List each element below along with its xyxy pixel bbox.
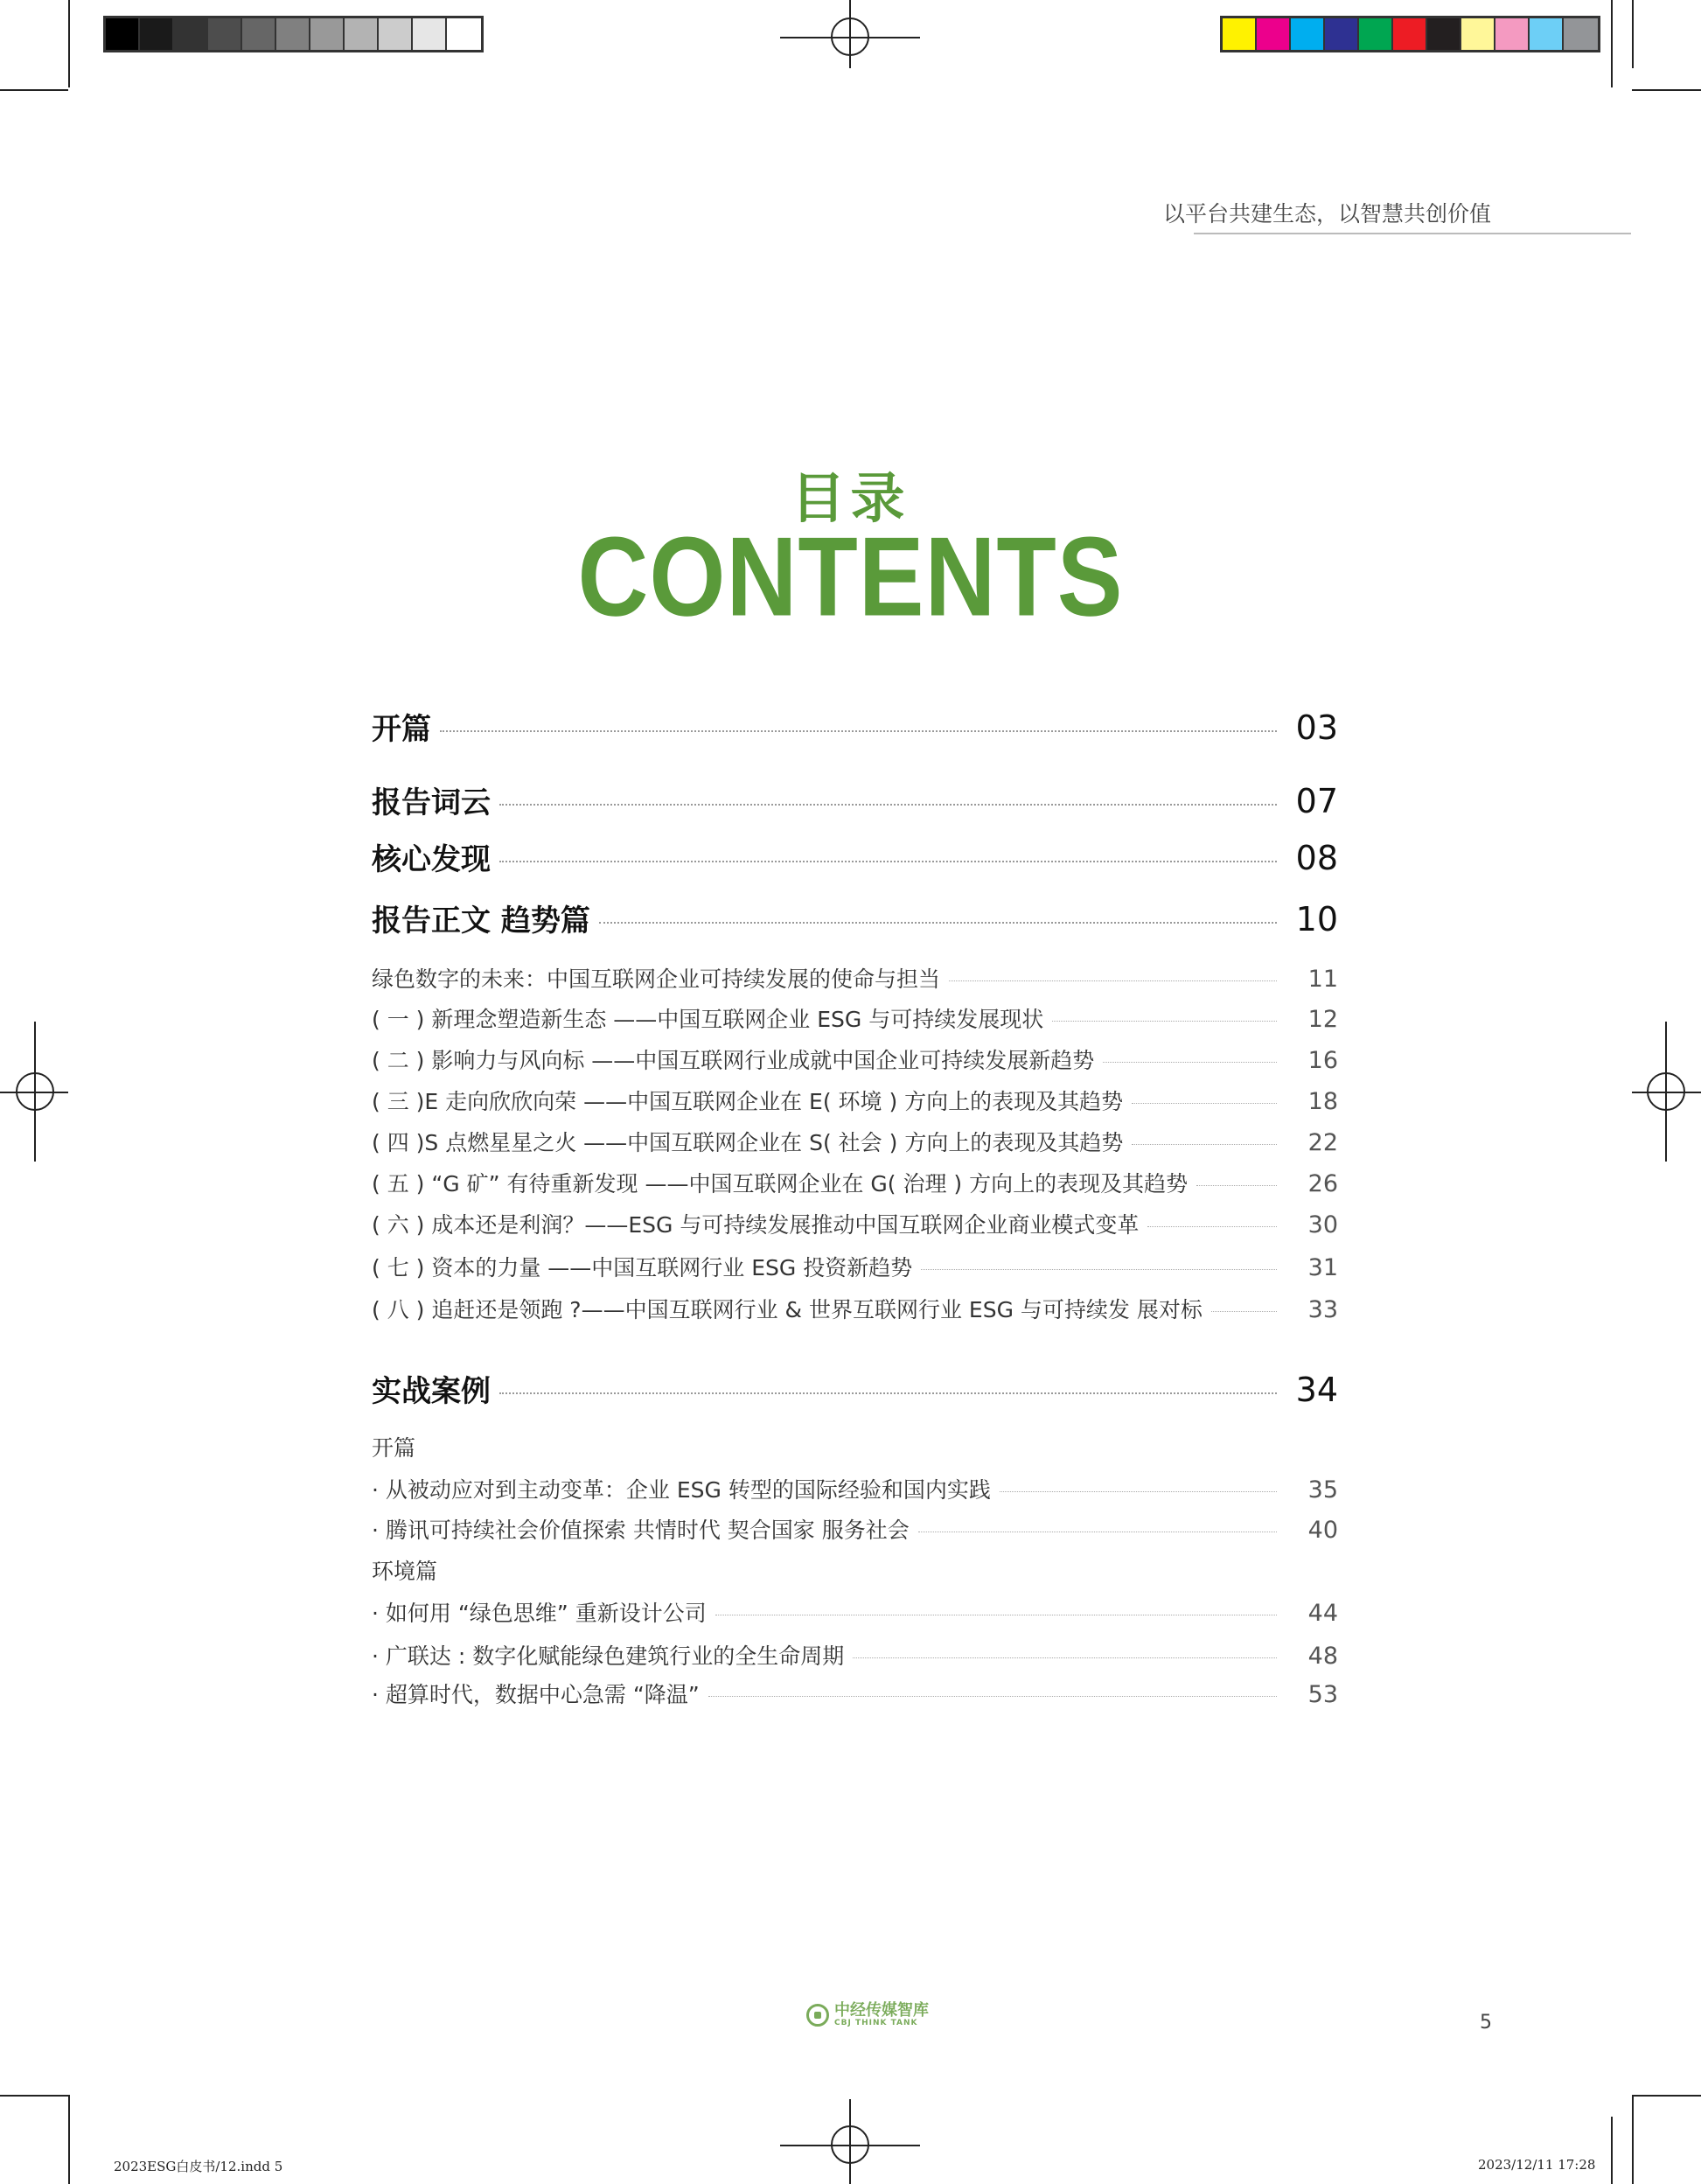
color-swatch — [1530, 18, 1564, 50]
toc-page-number: 26 — [1307, 1170, 1338, 1197]
toc-entry-title: 报告词云 — [372, 785, 491, 820]
toc-leader — [499, 861, 1277, 862]
toc-leader — [1132, 1144, 1277, 1145]
toc-entry-title: ( 六 ) 成本还是利润？——ESG 与可持续发展推动中国互联网企业商业模式变革 — [372, 1212, 1140, 1238]
crop-mark — [849, 0, 851, 68]
toc-entry-title: · 超算时代，数据中心急需 “降温” — [372, 1682, 700, 1707]
think-tank-logo-icon — [806, 2004, 829, 2027]
toc-entry-title: ( 二 ) 影响力与风向标 ——中国互联网行业成就中国企业可持续发展新趋势 — [372, 1048, 1095, 1073]
color-swatch — [242, 18, 276, 50]
color-swatch — [276, 18, 310, 50]
toc-leader — [1000, 1491, 1277, 1492]
toc-subentry[interactable] — [372, 1085, 1338, 1116]
toc-entry-title: 实战案例 — [372, 1374, 491, 1409]
toc-leader — [599, 922, 1277, 924]
color-swatch — [106, 18, 140, 50]
slug-file-info: 2023ESG白皮书/12.indd 5 — [114, 2159, 283, 2174]
toc-entry-title: · 广联达 : 数字化赋能绿色建筑行业的全生命周期 — [372, 1643, 845, 1669]
color-swatch — [1257, 18, 1291, 50]
crop-mark — [1632, 0, 1634, 68]
toc-subentry[interactable] — [372, 1678, 1338, 1709]
toc-leader — [949, 980, 1277, 981]
toc-entry-cases[interactable] — [372, 1367, 1338, 1410]
toc-page-number: 08 — [1295, 839, 1338, 877]
toc-leader — [1103, 1062, 1277, 1063]
toc-subentry[interactable] — [372, 1251, 1338, 1282]
header-rule — [1194, 233, 1631, 234]
toc-entry-title: 核心发现 — [372, 842, 491, 877]
crop-mark — [1632, 2095, 1634, 2184]
toc-entry-title: · 腾讯可持续社会价值探索 共情时代 契合国家 服务社会 — [372, 1518, 910, 1543]
toc-page-number: 22 — [1307, 1129, 1338, 1156]
color-swatch — [1461, 18, 1495, 50]
toc-entry-title: ( 四 )S 点燃星星之火 ——中国互联网企业在 S( 社会 ) 方向上的表现及其趋势 — [372, 1130, 1124, 1155]
toc-subentry[interactable] — [372, 1513, 1338, 1545]
color-swatch — [140, 18, 174, 50]
toc-page-number: 16 — [1307, 1047, 1338, 1074]
toc-leader — [1147, 1226, 1277, 1227]
grayscale-color-bar — [103, 16, 484, 52]
crop-mark — [1665, 1022, 1667, 1162]
toc-page-number: 31 — [1307, 1254, 1338, 1281]
toc-leader — [1052, 1021, 1277, 1022]
toc-entry-title: 报告正文 趋势篇 — [372, 904, 590, 938]
color-swatch — [345, 18, 379, 50]
toc-page-number: 35 — [1307, 1476, 1338, 1504]
toc-subentry[interactable] — [372, 962, 1338, 994]
toc-subentry[interactable] — [372, 1293, 1338, 1324]
toc-entry-opening[interactable] — [372, 705, 1338, 748]
color-swatch — [1325, 18, 1359, 50]
toc-page-number: 53 — [1307, 1681, 1338, 1708]
toc-subentry[interactable] — [372, 1002, 1338, 1034]
crop-mark — [1632, 2095, 1701, 2097]
color-swatch — [174, 18, 208, 50]
color-swatch — [1427, 18, 1461, 50]
toc-page-number: 40 — [1307, 1517, 1338, 1544]
toc-leader — [1196, 1185, 1277, 1186]
crop-mark — [0, 2095, 68, 2097]
toc-entry-title: ( 七 ) 资本的力量 ——中国互联网行业 ESG 投资新趋势 — [372, 1255, 913, 1280]
color-swatch — [379, 18, 413, 50]
toc-entry-title: ( 三 )E 走向欣欣向荣 ——中国互联网企业在 E( 环境 ) 方向上的表现及其趋势 — [372, 1089, 1124, 1114]
color-swatch — [208, 18, 242, 50]
toc-page-number: 11 — [1307, 966, 1338, 993]
toc-page-number: 44 — [1307, 1600, 1338, 1627]
toc-leader — [1211, 1311, 1277, 1312]
crop-mark — [68, 2095, 70, 2184]
toc-page-number: 34 — [1295, 1371, 1338, 1409]
toc-subentry[interactable] — [372, 1639, 1338, 1671]
color-swatch — [1495, 18, 1530, 50]
toc-page-number: 30 — [1307, 1211, 1338, 1239]
color-swatch — [1564, 18, 1598, 50]
crop-mark — [1611, 0, 1613, 87]
footer-logo-en: CBJ THINK TANK — [834, 2019, 918, 2027]
page-title-en: CONTENTS — [577, 513, 1124, 640]
footer-logo-cn: 中经传媒智库 — [834, 2001, 929, 2020]
toc-page-number: 10 — [1295, 900, 1338, 938]
toc-leader — [1132, 1103, 1277, 1104]
crop-mark — [34, 1022, 36, 1162]
toc-leader — [921, 1269, 1277, 1270]
toc-subentry[interactable] — [372, 1473, 1338, 1504]
slug-date-info: 2023/12/11 17:28 — [1478, 2157, 1596, 2173]
toc-leader — [499, 1392, 1277, 1394]
toc-leader — [853, 1657, 1277, 1658]
toc-subentry[interactable] — [372, 1208, 1338, 1239]
color-swatch — [310, 18, 345, 50]
toc-entry-core-findings[interactable] — [372, 835, 1338, 878]
crop-mark — [849, 2099, 851, 2184]
process-color-bar — [1220, 16, 1600, 52]
toc-subentry[interactable] — [372, 1167, 1338, 1198]
footer-logo — [806, 2003, 929, 2027]
crop-mark — [1611, 2117, 1613, 2184]
crop-mark — [68, 0, 70, 87]
toc-leader — [708, 1696, 1277, 1697]
toc-subentry[interactable] — [372, 1126, 1338, 1157]
color-swatch — [1393, 18, 1427, 50]
crop-mark — [0, 89, 68, 91]
toc-leader — [499, 804, 1277, 806]
page-number: 5 — [1480, 2012, 1492, 2034]
toc-entry-title: ( 一 ) 新理念塑造新生态 ——中国互联网企业 ESG 与可持续发展现状 — [372, 1007, 1044, 1032]
toc-entry-title: 绿色数字的未来：中国互联网企业可持续发展的使命与担当 — [372, 966, 941, 992]
toc-subentry[interactable] — [372, 1043, 1338, 1075]
color-swatch — [447, 18, 481, 50]
toc-page-number: 33 — [1307, 1296, 1338, 1323]
page-title-cn: 目录 — [791, 466, 910, 530]
toc-entry-title: · 从被动应对到主动变革：企业 ESG 转型的国际经验和国内实践 — [372, 1477, 991, 1503]
toc-entry-title: ( 八 ) 追赶还是领跑 ?——中国互联网行业 & 世界互联网行业 ESG 与可持续发 展对标 — [372, 1297, 1203, 1322]
toc-group-label-environment: 环境篇 — [372, 1559, 438, 1584]
header-slogan: 以平台共建生态，以智慧共创价值 — [1162, 201, 1491, 227]
toc-page-number: 03 — [1295, 708, 1338, 747]
color-swatch — [1223, 18, 1257, 50]
toc-page-number: 07 — [1295, 782, 1338, 820]
color-swatch — [1359, 18, 1393, 50]
toc-page-number: 48 — [1307, 1643, 1338, 1670]
toc-entry-trends[interactable] — [372, 897, 1338, 939]
toc-entry-title: 开篇 — [372, 712, 431, 747]
toc-page-number: 12 — [1307, 1006, 1338, 1033]
toc-page-number: 18 — [1307, 1088, 1338, 1115]
toc-group-label-opening: 开篇 — [372, 1435, 416, 1461]
crop-mark — [1632, 89, 1701, 91]
color-swatch — [1291, 18, 1325, 50]
toc-subentry[interactable] — [372, 1596, 1338, 1628]
color-swatch — [413, 18, 447, 50]
toc-entry-title: ( 五 ) “G 矿” 有待重新发现 ——中国互联网企业在 G( 治理 ) 方向上的表现及其趋势 — [372, 1171, 1189, 1197]
toc-entry-title: · 如何用 “绿色思维” 重新设计公司 — [372, 1601, 707, 1626]
toc-leader — [440, 730, 1277, 732]
toc-entry-word-cloud[interactable] — [372, 778, 1338, 821]
